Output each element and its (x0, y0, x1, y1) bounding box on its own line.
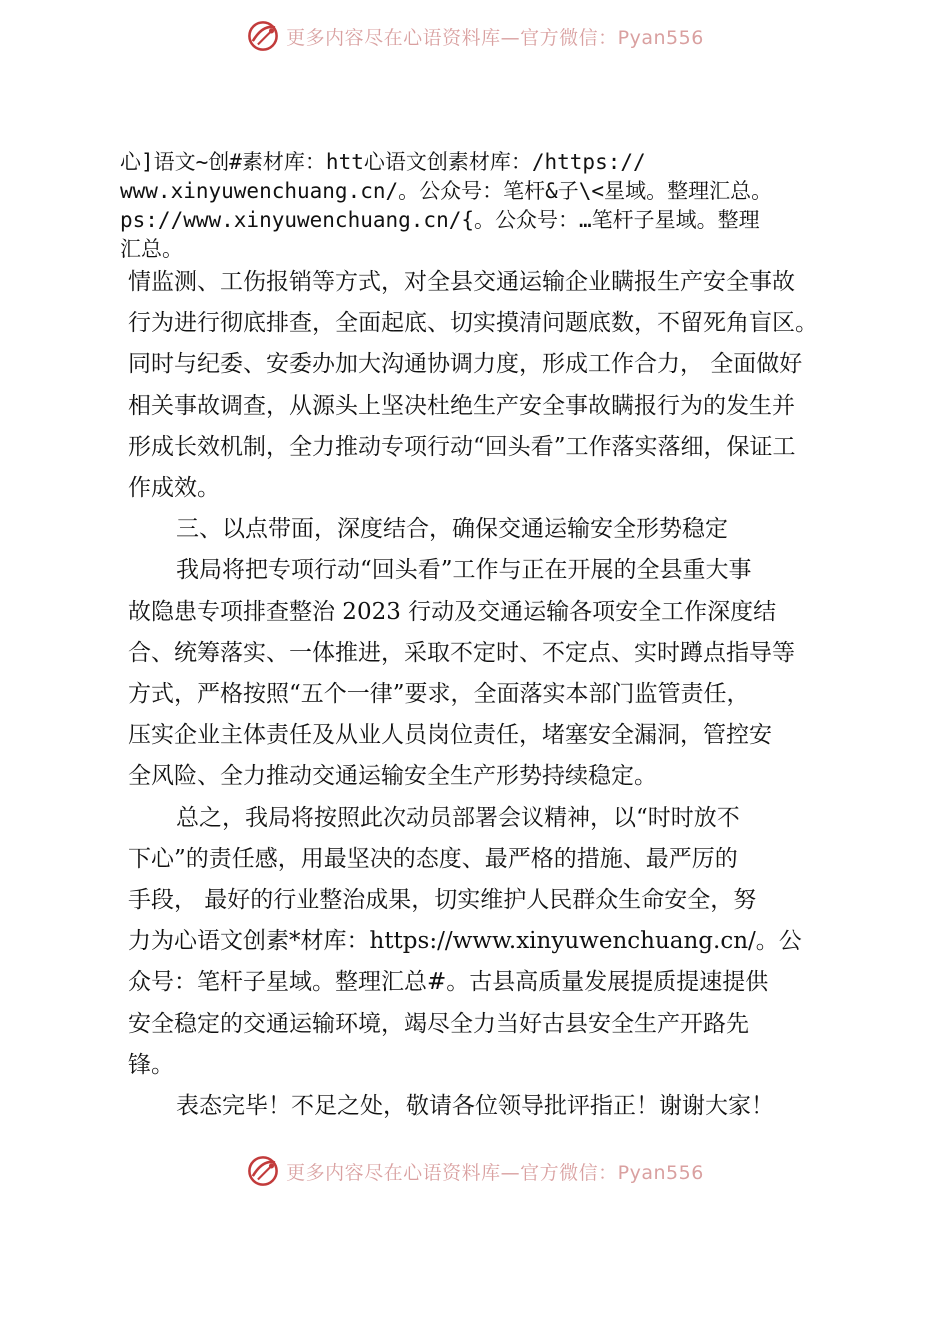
top-banner (0, 16, 950, 56)
body-line: 方式，严格按照“五个一律”要求，全面落实本部门监管责任， (128, 681, 750, 708)
body-line: 手段， 最好的行业整治成果，切实维护人民群众生命安全，努 (128, 887, 757, 914)
body-line: 压实企业主体责任及从业人员岗位责任，堵塞安全漏洞，管控安 (128, 722, 772, 749)
banner-text: 更多内容尽在心语资料库—官方微信：Pyan556 (286, 26, 704, 49)
body-line: 相关事故调查，从源头上坚决杜绝生产安全事故瞒报行为的发生并 (128, 392, 795, 419)
body-line: 安全稳定的交通运输环境，竭尽全力当好古县安全生产开路先 (128, 1010, 749, 1037)
body-line: 锋。 (128, 1051, 174, 1078)
body-line: 故隐患专项排查整治 2023 行动及交通运输各项安全工作深度结 (128, 598, 777, 625)
body-line: 众号：笔杆子星域。整理汇总#。古县高质量发展提质提速提供 (128, 969, 769, 996)
closing-line: 表态完毕！不足之处，敬请各位领导批评指正！谢谢大家！ (176, 1093, 774, 1120)
body-line: 力为心语文创素*材库：https://www.xinyuwenchuang.cn/。公 (128, 928, 802, 955)
body-line: 行为进行彻底排查，全面起底、切实摸清问题底数，不留死角盲区。 (128, 310, 818, 337)
body-line: 同时与纪委、安委办加大沟通协调力度，形成工作合力， 全面做好 (128, 351, 803, 378)
bottom-banner (0, 1151, 950, 1191)
header-note-line: 汇总。 (120, 237, 183, 261)
body-line: 总之，我局将按照此次动员部署会议精神，以“时时放不 (176, 804, 740, 831)
header-note (120, 148, 850, 264)
document-body (128, 262, 850, 1127)
body-line: 形成长效机制，全力推动专项行动“回头看”工作落实落细，保证工 (128, 433, 796, 460)
header-note-line: ps://www.xinyuwenchuang.cn/{。公众号：…笔杆子星域。整理 (120, 208, 760, 232)
header-note-line: 心]语文~创#素材库：htt心语文创素材库：/https:// (120, 150, 646, 174)
logo-icon (246, 19, 280, 53)
body-line: 情监测、工伤报销等方式，对全县交通运输企业瞒报生产安全事故 (128, 269, 795, 295)
body-line: 合、统筹落实、一体推进，采取不定时、不定点、实时蹲点指导等 (128, 639, 795, 666)
header-note-line: www.xinyuwenchuang.cn/。公众号：笔杆&子\<星域。整理汇总。 (120, 179, 773, 203)
banner-text: 更多内容尽在心语资料库—官方微信：Pyan556 (286, 1161, 704, 1184)
body-line: 作成效。 (128, 475, 220, 502)
body-line: 全风险、全力推动交通运输安全生产形势持续稳定。 (128, 763, 657, 790)
body-line: 我局将把专项行动“回头看”工作与正在开展的全县重大事 (176, 557, 752, 584)
logo-icon (246, 1154, 280, 1188)
body-line: 下心”的责任感，用最坚决的态度、最严格的措施、最严厉的 (128, 845, 738, 872)
section-heading: 三、以点带面，深度结合，确保交通运输安全形势稳定 (176, 516, 728, 543)
